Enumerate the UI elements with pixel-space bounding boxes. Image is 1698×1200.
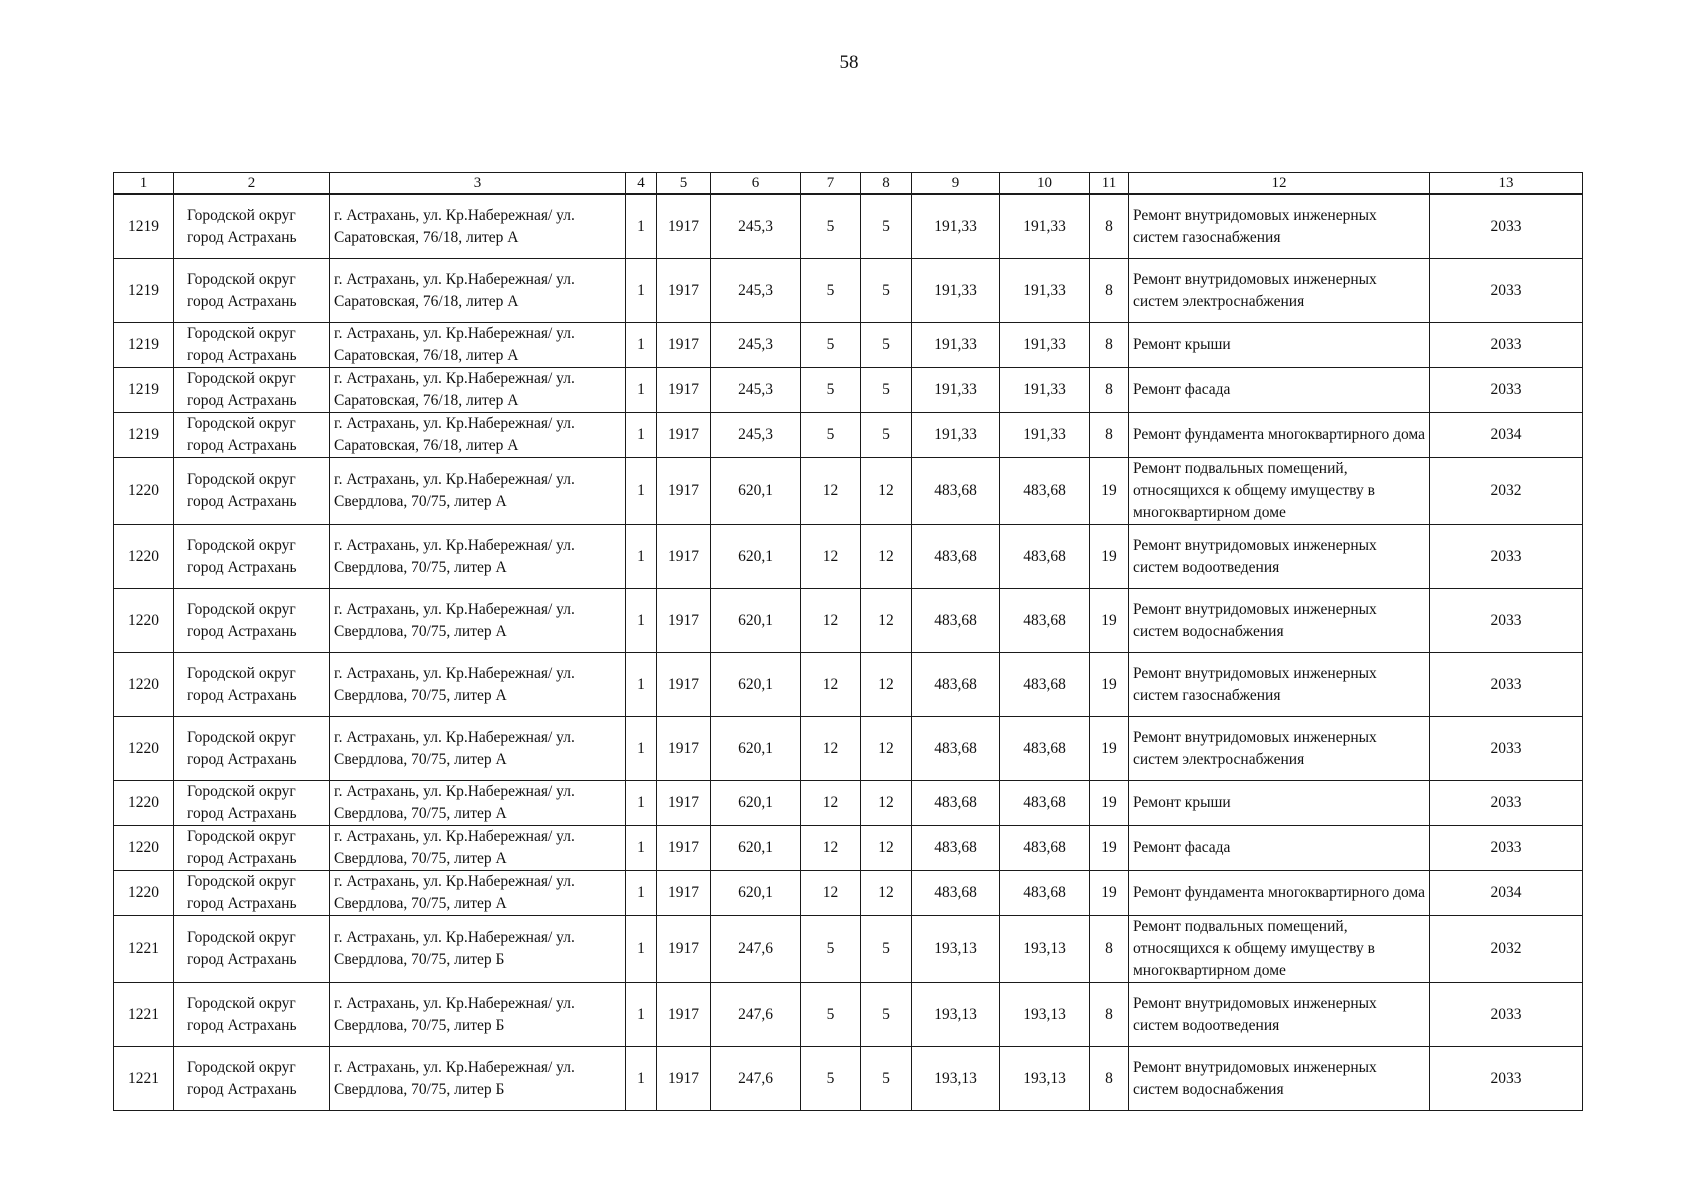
cell-col-7: 12 [801,826,861,871]
cell-col-11: 8 [1090,916,1129,983]
cell-area: 245,3 [711,259,801,323]
cell-col-11: 8 [1090,259,1129,323]
cell-address: г. Астрахань, ул. Кр.Набережная/ ул. Свердлова, 70/75, литер А [330,781,626,826]
cell-municipality: Городской округ город Астрахань [174,589,330,653]
table-row [114,323,1583,368]
cell-planned-year: 2033 [1430,826,1583,871]
cell-col-8: 12 [861,717,912,781]
cell-year-built: 1917 [657,717,711,781]
cell-col-9: 483,68 [912,717,1000,781]
cell-planned-year: 2034 [1430,413,1583,458]
cell-area: 620,1 [711,458,801,525]
cell-planned-year: 2033 [1430,323,1583,368]
cell-building-count: 1 [626,589,657,653]
column-number-row [114,173,1583,195]
cell-col-9: 193,13 [912,1047,1000,1111]
column-number-address: 3 [330,173,626,195]
cell-planned-year: 2034 [1430,871,1583,916]
cell-row-number: 1220 [114,589,174,653]
cell-address: г. Астрахань, ул. Кр.Набережная/ ул. Саратовская, 76/18, литер А [330,259,626,323]
cell-col-11: 8 [1090,983,1129,1047]
cell-work-type: Ремонт внутридомовых инженерных систем водоотведения [1129,525,1430,589]
cell-work-type: Ремонт подвальных помещений, относящихся к общему имуществу в многоквартирном доме [1129,458,1430,525]
cell-building-count: 1 [626,717,657,781]
cell-work-type: Ремонт фундамента многоквартирного дома [1129,413,1430,458]
cell-municipality: Городской округ город Астрахань [174,413,330,458]
cell-year-built: 1917 [657,983,711,1047]
cell-work-type: Ремонт внутридомовых инженерных систем газоснабжения [1129,653,1430,717]
table-body [114,173,1583,1111]
cell-municipality: Городской округ город Астрахань [174,194,330,259]
cell-work-type: Ремонт внутридомовых инженерных систем газоснабжения [1129,194,1430,259]
cell-year-built: 1917 [657,368,711,413]
table-row [114,983,1583,1047]
column-number-work-type: 12 [1129,173,1430,195]
cell-row-number: 1220 [114,781,174,826]
table-row [114,717,1583,781]
cell-work-type: Ремонт фундамента многоквартирного дома [1129,871,1430,916]
cell-col-7: 5 [801,1047,861,1111]
cell-building-count: 1 [626,916,657,983]
cell-row-number: 1220 [114,717,174,781]
column-number-col-9: 9 [912,173,1000,195]
cell-col-10: 191,33 [1000,413,1090,458]
cell-row-number: 1219 [114,194,174,259]
column-number-col-8: 8 [861,173,912,195]
cell-year-built: 1917 [657,413,711,458]
cell-planned-year: 2033 [1430,781,1583,826]
cell-planned-year: 2033 [1430,194,1583,259]
cell-year-built: 1917 [657,1047,711,1111]
cell-year-built: 1917 [657,323,711,368]
cell-col-8: 5 [861,983,912,1047]
cell-col-8: 12 [861,871,912,916]
cell-area: 620,1 [711,653,801,717]
column-number-area: 6 [711,173,801,195]
cell-building-count: 1 [626,413,657,458]
cell-municipality: Городской округ город Астрахань [174,983,330,1047]
cell-col-9: 483,68 [912,781,1000,826]
cell-planned-year: 2032 [1430,458,1583,525]
cell-area: 245,3 [711,194,801,259]
cell-building-count: 1 [626,983,657,1047]
cell-col-9: 193,13 [912,983,1000,1047]
cell-col-11: 19 [1090,653,1129,717]
cell-municipality: Городской округ город Астрахань [174,368,330,413]
cell-work-type: Ремонт внутридомовых инженерных систем электроснабжения [1129,717,1430,781]
cell-col-7: 12 [801,653,861,717]
cell-col-11: 19 [1090,826,1129,871]
cell-area: 620,1 [711,871,801,916]
cell-col-7: 12 [801,871,861,916]
cell-col-8: 5 [861,323,912,368]
table-row [114,413,1583,458]
cell-col-8: 12 [861,653,912,717]
cell-area: 620,1 [711,717,801,781]
cell-col-7: 12 [801,717,861,781]
cell-year-built: 1917 [657,458,711,525]
cell-address: г. Астрахань, ул. Кр.Набережная/ ул. Саратовская, 76/18, литер А [330,413,626,458]
cell-year-built: 1917 [657,194,711,259]
cell-building-count: 1 [626,259,657,323]
cell-row-number: 1219 [114,259,174,323]
table-row [114,589,1583,653]
cell-col-10: 483,68 [1000,653,1090,717]
cell-row-number: 1219 [114,323,174,368]
cell-municipality: Городской округ город Астрахань [174,259,330,323]
cell-col-7: 12 [801,781,861,826]
cell-building-count: 1 [626,826,657,871]
cell-col-8: 5 [861,368,912,413]
cell-building-count: 1 [626,323,657,368]
cell-col-11: 8 [1090,1047,1129,1111]
cell-building-count: 1 [626,1047,657,1111]
cell-work-type: Ремонт внутридомовых инженерных систем водоснабжения [1129,589,1430,653]
cell-row-number: 1221 [114,983,174,1047]
cell-col-8: 5 [861,916,912,983]
cell-col-9: 191,33 [912,413,1000,458]
cell-building-count: 1 [626,525,657,589]
cell-col-9: 193,13 [912,916,1000,983]
cell-col-8: 5 [861,194,912,259]
cell-col-10: 193,13 [1000,1047,1090,1111]
cell-work-type: Ремонт крыши [1129,323,1430,368]
cell-area: 245,3 [711,368,801,413]
cell-col-11: 19 [1090,525,1129,589]
cell-planned-year: 2033 [1430,983,1583,1047]
cell-col-10: 483,68 [1000,871,1090,916]
cell-address: г. Астрахань, ул. Кр.Набережная/ ул. Свердлова, 70/75, литер Б [330,916,626,983]
column-number-planned-year: 13 [1430,173,1583,195]
cell-year-built: 1917 [657,589,711,653]
cell-area: 620,1 [711,525,801,589]
cell-col-8: 12 [861,826,912,871]
cell-col-9: 483,68 [912,653,1000,717]
table-row [114,916,1583,983]
cell-planned-year: 2033 [1430,368,1583,413]
cell-address: г. Астрахань, ул. Кр.Набережная/ ул. Свердлова, 70/75, литер Б [330,983,626,1047]
column-number-col-11: 11 [1090,173,1129,195]
cell-address: г. Астрахань, ул. Кр.Набережная/ ул. Свердлова, 70/75, литер А [330,525,626,589]
cell-work-type: Ремонт крыши [1129,781,1430,826]
cell-col-11: 19 [1090,589,1129,653]
cell-municipality: Городской округ город Астрахань [174,323,330,368]
cell-year-built: 1917 [657,826,711,871]
cell-col-11: 19 [1090,871,1129,916]
cell-address: г. Астрахань, ул. Кр.Набережная/ ул. Свердлова, 70/75, литер А [330,717,626,781]
cell-col-8: 12 [861,458,912,525]
cell-address: г. Астрахань, ул. Кр.Набережная/ ул. Свердлова, 70/75, литер А [330,589,626,653]
cell-row-number: 1220 [114,826,174,871]
cell-municipality: Городской округ город Астрахань [174,916,330,983]
cell-planned-year: 2033 [1430,653,1583,717]
cell-area: 247,6 [711,983,801,1047]
cell-year-built: 1917 [657,653,711,717]
cell-area: 247,6 [711,916,801,983]
cell-col-11: 8 [1090,413,1129,458]
cell-area: 245,3 [711,323,801,368]
column-number-col-10: 10 [1000,173,1090,195]
cell-col-10: 483,68 [1000,717,1090,781]
cell-col-9: 483,68 [912,589,1000,653]
cell-col-7: 5 [801,323,861,368]
cell-col-8: 5 [861,413,912,458]
cell-address: г. Астрахань, ул. Кр.Набережная/ ул. Саратовская, 76/18, литер А [330,323,626,368]
cell-planned-year: 2033 [1430,1047,1583,1111]
cell-col-7: 5 [801,413,861,458]
cell-col-8: 12 [861,525,912,589]
cell-municipality: Городской округ город Астрахань [174,826,330,871]
cell-col-7: 5 [801,983,861,1047]
cell-col-8: 12 [861,589,912,653]
cell-col-9: 483,68 [912,871,1000,916]
table-row [114,525,1583,589]
cell-address: г. Астрахань, ул. Кр.Набережная/ ул. Саратовская, 76/18, литер А [330,194,626,259]
table-row [114,194,1583,259]
cell-col-9: 191,33 [912,259,1000,323]
cell-year-built: 1917 [657,916,711,983]
cell-work-type: Ремонт внутридомовых инженерных систем электроснабжения [1129,259,1430,323]
cell-building-count: 1 [626,194,657,259]
cell-col-7: 5 [801,368,861,413]
cell-year-built: 1917 [657,259,711,323]
cell-row-number: 1220 [114,653,174,717]
cell-col-7: 5 [801,194,861,259]
cell-building-count: 1 [626,653,657,717]
cell-municipality: Городской округ город Астрахань [174,781,330,826]
cell-col-7: 12 [801,589,861,653]
cell-col-11: 8 [1090,323,1129,368]
cell-col-11: 19 [1090,781,1129,826]
cell-planned-year: 2032 [1430,916,1583,983]
cell-planned-year: 2033 [1430,589,1583,653]
cell-work-type: Ремонт подвальных помещений, относящихся к общему имуществу в многоквартирном доме [1129,916,1430,983]
page-number: 58 [839,52,859,73]
cell-col-10: 193,13 [1000,916,1090,983]
cell-area: 620,1 [711,826,801,871]
cell-col-8: 5 [861,1047,912,1111]
cell-building-count: 1 [626,871,657,916]
column-number-municipality: 2 [174,173,330,195]
cell-col-10: 483,68 [1000,781,1090,826]
cell-col-10: 191,33 [1000,323,1090,368]
cell-year-built: 1917 [657,525,711,589]
cell-year-built: 1917 [657,871,711,916]
cell-municipality: Городской округ город Астрахань [174,871,330,916]
cell-row-number: 1221 [114,916,174,983]
table-row [114,781,1583,826]
cell-row-number: 1220 [114,458,174,525]
cell-col-10: 191,33 [1000,259,1090,323]
cell-row-number: 1219 [114,368,174,413]
cell-col-8: 5 [861,259,912,323]
cell-address: г. Астрахань, ул. Кр.Набережная/ ул. Свердлова, 70/75, литер А [330,871,626,916]
cell-planned-year: 2033 [1430,259,1583,323]
cell-col-7: 5 [801,259,861,323]
cell-col-11: 19 [1090,458,1129,525]
column-number-building-count: 4 [626,173,657,195]
work-schedule-table [113,172,1583,1111]
cell-row-number: 1220 [114,525,174,589]
cell-address: г. Астрахань, ул. Кр.Набережная/ ул. Саратовская, 76/18, литер А [330,368,626,413]
cell-municipality: Городской округ город Астрахань [174,717,330,781]
column-number-row-number: 1 [114,173,174,195]
cell-col-7: 5 [801,916,861,983]
column-number-year-built: 5 [657,173,711,195]
cell-col-11: 8 [1090,368,1129,413]
cell-col-9: 191,33 [912,194,1000,259]
cell-col-11: 8 [1090,194,1129,259]
cell-col-8: 12 [861,781,912,826]
cell-building-count: 1 [626,458,657,525]
cell-col-10: 483,68 [1000,458,1090,525]
table-row [114,826,1583,871]
cell-area: 245,3 [711,413,801,458]
table-row [114,368,1583,413]
cell-address: г. Астрахань, ул. Кр.Набережная/ ул. Свердлова, 70/75, литер А [330,653,626,717]
cell-col-7: 12 [801,525,861,589]
cell-col-10: 191,33 [1000,194,1090,259]
cell-work-type: Ремонт внутридомовых инженерных систем водоотведения [1129,983,1430,1047]
cell-municipality: Городской округ город Астрахань [174,458,330,525]
cell-row-number: 1219 [114,413,174,458]
table-row [114,1047,1583,1111]
cell-planned-year: 2033 [1430,525,1583,589]
cell-work-type: Ремонт внутридомовых инженерных систем водоснабжения [1129,1047,1430,1111]
cell-col-10: 483,68 [1000,525,1090,589]
cell-area: 620,1 [711,781,801,826]
cell-municipality: Городской округ город Астрахань [174,525,330,589]
cell-area: 620,1 [711,589,801,653]
cell-col-10: 193,13 [1000,983,1090,1047]
cell-row-number: 1220 [114,871,174,916]
cell-col-9: 191,33 [912,368,1000,413]
cell-year-built: 1917 [657,781,711,826]
table-row [114,458,1583,525]
cell-work-type: Ремонт фасада [1129,368,1430,413]
cell-col-10: 191,33 [1000,368,1090,413]
cell-col-11: 19 [1090,717,1129,781]
cell-building-count: 1 [626,368,657,413]
cell-building-count: 1 [626,781,657,826]
cell-col-10: 483,68 [1000,826,1090,871]
cell-col-9: 191,33 [912,323,1000,368]
cell-col-9: 483,68 [912,458,1000,525]
cell-row-number: 1221 [114,1047,174,1111]
cell-planned-year: 2033 [1430,717,1583,781]
column-number-col-7: 7 [801,173,861,195]
cell-address: г. Астрахань, ул. Кр.Набережная/ ул. Свердлова, 70/75, литер А [330,826,626,871]
cell-area: 247,6 [711,1047,801,1111]
cell-municipality: Городской округ город Астрахань [174,1047,330,1111]
table-row [114,259,1583,323]
cell-work-type: Ремонт фасада [1129,826,1430,871]
cell-col-10: 483,68 [1000,589,1090,653]
table-row [114,871,1583,916]
cell-col-9: 483,68 [912,525,1000,589]
cell-municipality: Городской округ город Астрахань [174,653,330,717]
cell-address: г. Астрахань, ул. Кр.Набережная/ ул. Свердлова, 70/75, литер Б [330,1047,626,1111]
cell-col-7: 12 [801,458,861,525]
table-row [114,653,1583,717]
cell-col-9: 483,68 [912,826,1000,871]
cell-address: г. Астрахань, ул. Кр.Набережная/ ул. Свердлова, 70/75, литер А [330,458,626,525]
